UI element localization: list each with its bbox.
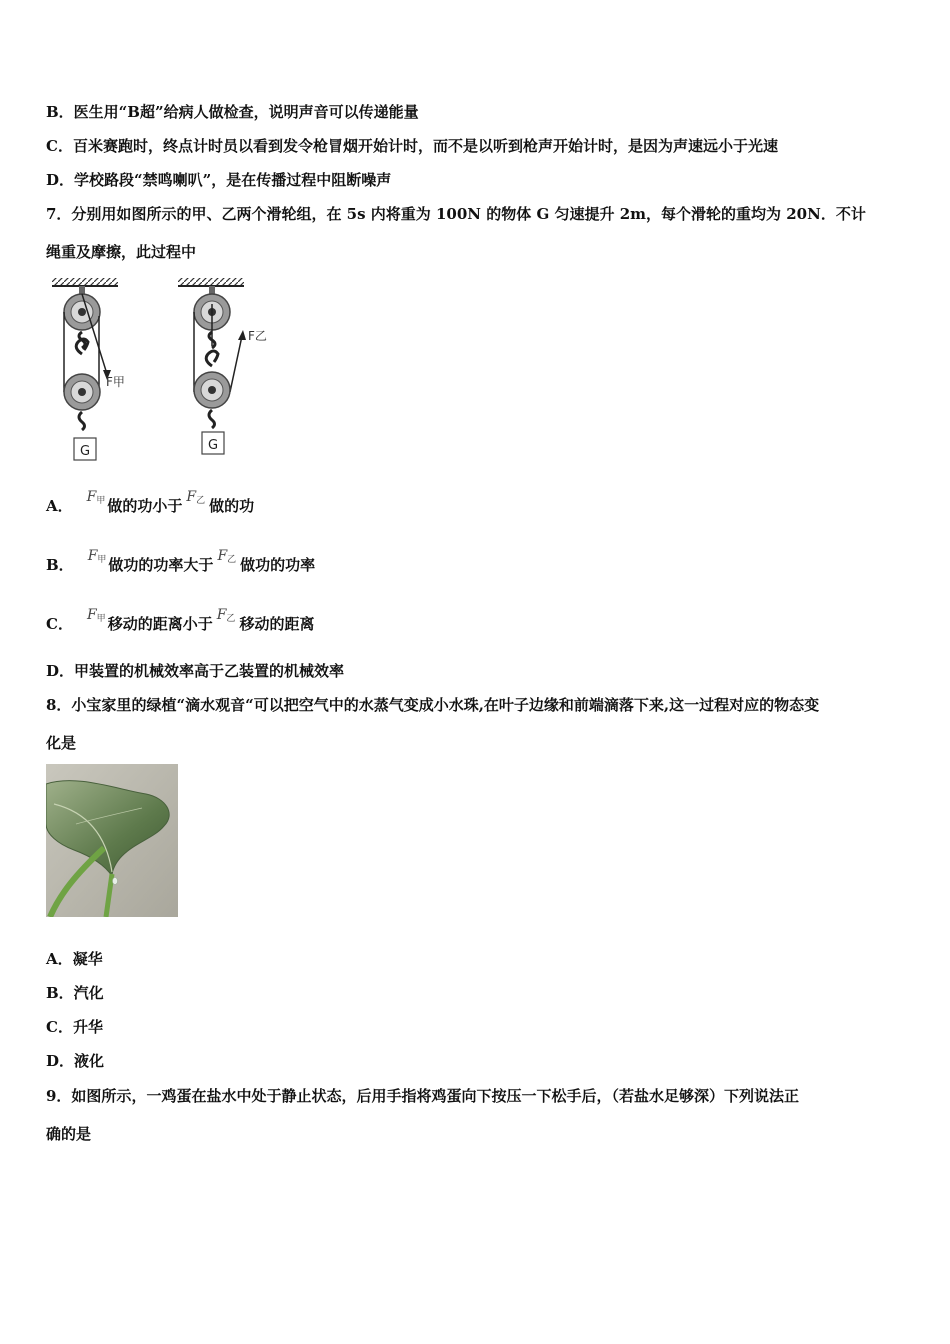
option-text: 做的功小于 — [107, 497, 183, 515]
q8-option-c: C．升华 — [46, 1018, 103, 1036]
f-yi-symbol: $F_乙$ — [216, 607, 236, 624]
q8-stem-line1: 8．小宝家里的绿植“滴水观音“可以把空气中的水蒸气变成小水珠,在叶子边缘和前端滴落下来,这一过程对应的物态变 — [46, 696, 820, 714]
pulley-system-yi — [178, 278, 267, 454]
q6-option-b: B．医生用“B超”给病人做检查，说明声音可以传递能量 — [46, 103, 419, 121]
option-text: 做功的功率大于 — [108, 556, 214, 574]
option-label: A． — [46, 497, 73, 515]
leaf-photo — [46, 764, 178, 917]
q6-option-c: C．百米赛跑时，终点计时员以看到发令枪冒烟开始计时，而不是以听到枪声开始计时，是因为声速远小于光速 — [46, 137, 778, 155]
q9-stem-line1: 9．如图所示，一鸡蛋在盐水中处于静止状态，后用手指将鸡蛋向下按压一下松手后，（若盐水足够深）下列说法正 — [46, 1087, 799, 1105]
option-label: C． — [46, 615, 73, 633]
load-label-yi: G — [207, 438, 219, 453]
option-text-end: 移动的距离 — [239, 615, 315, 633]
q7-stem-line2: 绳重及摩擦，此过程中 — [46, 243, 197, 261]
pulley-system-jia — [52, 278, 125, 460]
q7-stem-line1: 7．分别用如图所示的甲、乙两个滑轮组，在 5s 内将重为 100N 的物体 G 匀速提升 2m，每个滑轮的重均为 20N．不计 — [46, 205, 866, 223]
q7-option-b — [46, 548, 910, 580]
pulley-diagram — [46, 276, 286, 466]
q7-option-c — [46, 607, 910, 639]
option-text: 移动的距离小于 — [107, 615, 213, 633]
f-yi-symbol: $F_乙$ — [217, 548, 237, 565]
force-label-yi: F乙 — [248, 329, 267, 343]
q9-stem-line2: 确的是 — [46, 1125, 92, 1143]
f-jia-symbol: $F_甲$ — [87, 548, 107, 565]
option-text-end: 做功的功率 — [240, 556, 316, 574]
q8-option-b: B．汽化 — [46, 984, 104, 1002]
option-label: B． — [46, 556, 74, 574]
f-yi-symbol: $F_乙$ — [186, 489, 206, 506]
q8-option-a: A．凝华 — [46, 950, 103, 968]
q7-option-a — [46, 489, 910, 521]
q8-option-d: D．液化 — [46, 1052, 105, 1070]
option-text-end: 做的功 — [209, 497, 255, 515]
q6-option-d: D．学校路段“禁鸣喇叭”，是在传播过程中阻断噪声 — [46, 171, 392, 189]
f-jia-symbol: $F_甲$ — [86, 607, 106, 624]
f-jia-symbol: $F_甲$ — [86, 489, 106, 506]
q8-stem-line2: 化是 — [46, 734, 77, 752]
force-label-jia: F甲 — [106, 375, 125, 389]
load-label-jia: G — [79, 444, 91, 459]
q7-option-d: D．甲装置的机械效率高于乙装置的机械效率 — [46, 662, 345, 680]
